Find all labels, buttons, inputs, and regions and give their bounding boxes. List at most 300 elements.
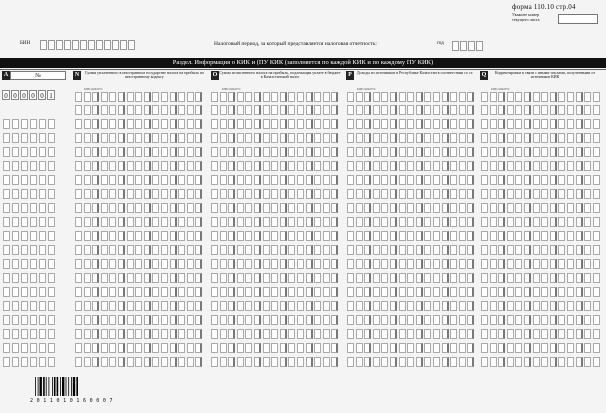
entry-cell[interactable] (347, 217, 354, 227)
entry-cell[interactable] (373, 343, 380, 353)
entry-cell[interactable] (280, 105, 287, 115)
entry-cell[interactable] (347, 259, 354, 269)
entry-cell[interactable] (323, 329, 330, 339)
entry-cell[interactable] (135, 315, 142, 325)
entry-cell[interactable] (127, 175, 134, 185)
entry-cell[interactable] (576, 133, 583, 143)
entry-cell[interactable] (323, 189, 330, 199)
entry-cell[interactable] (237, 119, 244, 129)
entry-cell[interactable] (161, 259, 168, 269)
entry-cell[interactable] (263, 301, 270, 311)
entry-cell[interactable] (507, 92, 514, 102)
entry-cell[interactable] (381, 175, 388, 185)
entry-cell[interactable] (567, 161, 574, 171)
entry-cell[interactable] (576, 357, 583, 367)
entry-cell[interactable] (280, 175, 287, 185)
entry-cell[interactable] (524, 189, 531, 199)
entry-cell[interactable] (263, 315, 270, 325)
entry-cell[interactable] (144, 217, 151, 227)
entry-cell[interactable] (211, 119, 218, 129)
entry-cell[interactable] (558, 133, 565, 143)
entry-cell[interactable] (306, 343, 313, 353)
entry-cell[interactable] (373, 287, 380, 297)
entry-cell[interactable] (263, 273, 270, 283)
entry-cell[interactable] (109, 273, 116, 283)
entry-cell[interactable] (541, 105, 548, 115)
entry-cell[interactable] (347, 329, 354, 339)
entry-cell[interactable] (228, 287, 235, 297)
entry-cell[interactable] (245, 343, 252, 353)
entry-cell[interactable] (237, 259, 244, 269)
entry-cell[interactable] (263, 161, 270, 171)
entry-cell[interactable] (399, 92, 406, 102)
entry-cell[interactable] (254, 217, 261, 227)
entry-cell[interactable] (507, 273, 514, 283)
entry-cell[interactable] (118, 357, 125, 367)
entry-cell[interactable] (356, 119, 363, 129)
entry-cell[interactable] (567, 231, 574, 241)
entry-cell[interactable] (127, 301, 134, 311)
entry-cell[interactable] (550, 203, 557, 213)
entry-cell[interactable] (541, 203, 548, 213)
entry-cell[interactable] (364, 301, 371, 311)
entry-cell[interactable] (390, 357, 397, 367)
entry-cell[interactable] (101, 119, 108, 129)
entry-cell[interactable] (524, 329, 531, 339)
entry-cell[interactable] (3, 231, 10, 241)
entry-cell[interactable] (280, 92, 287, 102)
entry-cell[interactable] (144, 315, 151, 325)
entry-cell[interactable] (576, 287, 583, 297)
entry-cell[interactable] (364, 203, 371, 213)
entry-cell[interactable] (459, 357, 466, 367)
entry-cell[interactable] (280, 161, 287, 171)
entry-cell[interactable] (211, 245, 218, 255)
entry-cell[interactable] (84, 175, 91, 185)
entry-cell[interactable] (407, 217, 414, 227)
entry-cell[interactable] (195, 273, 202, 283)
entry-cell[interactable] (135, 175, 142, 185)
entry-cell[interactable] (263, 147, 270, 157)
entry-cell[interactable] (92, 329, 99, 339)
entry-cell[interactable] (515, 119, 522, 129)
entry-cell[interactable] (433, 329, 440, 339)
entry-cell[interactable] (558, 119, 565, 129)
entry-cell[interactable] (170, 161, 177, 171)
entry-cell[interactable] (92, 343, 99, 353)
entry-cell[interactable] (75, 189, 82, 199)
entry-cell[interactable] (48, 329, 55, 339)
entry-cell[interactable] (347, 203, 354, 213)
entry-cell[interactable] (109, 133, 116, 143)
entry-cell[interactable] (541, 357, 548, 367)
entry-cell[interactable] (356, 161, 363, 171)
entry-cell[interactable] (481, 357, 488, 367)
entry-cell[interactable] (593, 189, 600, 199)
entry-cell[interactable] (515, 357, 522, 367)
entry-cell[interactable] (381, 105, 388, 115)
entry-cell[interactable] (170, 343, 177, 353)
entry-cell[interactable] (433, 189, 440, 199)
entry-cell[interactable] (373, 147, 380, 157)
entry-cell[interactable] (533, 329, 540, 339)
entry-cell[interactable] (323, 119, 330, 129)
entry-cell[interactable] (390, 133, 397, 143)
entry-cell[interactable] (490, 329, 497, 339)
entry-cell[interactable] (101, 189, 108, 199)
entry-cell[interactable] (356, 287, 363, 297)
entry-cell[interactable] (297, 92, 304, 102)
entry-cell[interactable] (467, 217, 474, 227)
entry-cell[interactable] (467, 315, 474, 325)
entry-cell[interactable] (331, 287, 338, 297)
entry-cell[interactable] (144, 203, 151, 213)
entry-cell[interactable] (584, 147, 591, 157)
entry-cell[interactable] (178, 231, 185, 241)
entry-cell[interactable] (178, 189, 185, 199)
entry-cell[interactable] (364, 161, 371, 171)
entry-cell[interactable] (75, 259, 82, 269)
entry-cell[interactable] (306, 259, 313, 269)
entry-cell[interactable] (399, 231, 406, 241)
entry-cell[interactable] (178, 147, 185, 157)
entry-cell[interactable] (297, 105, 304, 115)
entry-cell[interactable] (92, 189, 99, 199)
entry-cell[interactable] (48, 231, 55, 241)
entry-cell[interactable] (390, 259, 397, 269)
entry-cell[interactable] (407, 175, 414, 185)
entry-cell[interactable] (558, 343, 565, 353)
entry-cell[interactable] (567, 203, 574, 213)
entry-cell[interactable] (306, 357, 313, 367)
entry-cell[interactable] (187, 273, 194, 283)
entry-cell[interactable] (459, 92, 466, 102)
entry-cell[interactable] (118, 301, 125, 311)
entry-cell[interactable] (347, 133, 354, 143)
entry-cell[interactable] (584, 301, 591, 311)
entry-cell[interactable] (187, 343, 194, 353)
entry-cell[interactable] (490, 147, 497, 157)
entry-cell[interactable] (280, 357, 287, 367)
entry-cell[interactable] (306, 315, 313, 325)
entry-cell[interactable] (109, 357, 116, 367)
entry-cell[interactable] (220, 92, 227, 102)
entry-cell[interactable] (101, 203, 108, 213)
entry-cell[interactable] (75, 217, 82, 227)
entry-cell[interactable] (178, 217, 185, 227)
entry-cell[interactable] (424, 175, 431, 185)
entry-cell[interactable] (593, 301, 600, 311)
entry-cell[interactable] (152, 357, 159, 367)
entry-cell[interactable] (433, 147, 440, 157)
entry-cell[interactable] (30, 329, 37, 339)
entry-cell[interactable] (195, 217, 202, 227)
entry-cell[interactable] (481, 133, 488, 143)
entry-cell[interactable] (187, 217, 194, 227)
entry-cell[interactable] (481, 287, 488, 297)
entry-cell[interactable] (254, 273, 261, 283)
entry-cell[interactable] (541, 133, 548, 143)
entry-cell[interactable] (364, 105, 371, 115)
entry-cell[interactable] (347, 343, 354, 353)
entry-cell[interactable] (558, 92, 565, 102)
entry-cell[interactable] (481, 343, 488, 353)
entry-cell[interactable] (170, 357, 177, 367)
entry-cell[interactable] (381, 92, 388, 102)
entry-cell[interactable] (195, 92, 202, 102)
entry-cell[interactable] (109, 119, 116, 129)
entry-cell[interactable] (161, 287, 168, 297)
entry-cell[interactable] (220, 329, 227, 339)
entry-cell[interactable] (30, 133, 37, 143)
entry-cell[interactable] (245, 161, 252, 171)
entry-cell[interactable] (498, 315, 505, 325)
entry-cell[interactable] (356, 301, 363, 311)
entry-cell[interactable] (507, 315, 514, 325)
entry-cell[interactable] (92, 147, 99, 157)
entry-cell[interactable] (178, 301, 185, 311)
entry-cell[interactable] (211, 343, 218, 353)
entry-cell[interactable] (515, 92, 522, 102)
entry-cell[interactable] (459, 315, 466, 325)
entry-cell[interactable] (245, 119, 252, 129)
entry-cell[interactable] (12, 231, 19, 241)
entry-cell[interactable] (306, 147, 313, 157)
entry-cell[interactable] (228, 259, 235, 269)
entry-cell[interactable] (407, 231, 414, 241)
entry-cell[interactable] (220, 343, 227, 353)
entry-cell[interactable] (152, 161, 159, 171)
entry-cell[interactable] (490, 357, 497, 367)
entry-cell[interactable] (288, 161, 295, 171)
entry-cell[interactable] (288, 147, 295, 157)
entry-cell[interactable] (288, 119, 295, 129)
entry-cell[interactable] (442, 343, 449, 353)
entry-cell[interactable] (467, 175, 474, 185)
entry-cell[interactable] (109, 231, 116, 241)
entry-cell[interactable] (144, 287, 151, 297)
entry-cell[interactable] (347, 301, 354, 311)
entry-cell[interactable] (467, 259, 474, 269)
entry-cell[interactable] (314, 105, 321, 115)
entry-cell[interactable] (48, 175, 55, 185)
entry-cell[interactable] (237, 287, 244, 297)
entry-cell[interactable] (424, 259, 431, 269)
entry-cell[interactable] (21, 175, 28, 185)
entry-cell[interactable] (170, 92, 177, 102)
entry-cell[interactable] (21, 343, 28, 353)
entry-cell[interactable] (364, 343, 371, 353)
entry-cell[interactable] (416, 119, 423, 129)
entry-cell[interactable] (152, 273, 159, 283)
entry-cell[interactable] (314, 357, 321, 367)
entry-cell[interactable] (12, 301, 19, 311)
entry-cell[interactable] (187, 105, 194, 115)
entry-cell[interactable] (584, 315, 591, 325)
entry-cell[interactable] (364, 259, 371, 269)
entry-cell[interactable] (459, 273, 466, 283)
entry-cell[interactable] (356, 189, 363, 199)
entry-cell[interactable] (92, 301, 99, 311)
entry-cell[interactable] (364, 357, 371, 367)
entry-cell[interactable] (416, 217, 423, 227)
entry-cell[interactable] (490, 189, 497, 199)
entry-cell[interactable] (558, 259, 565, 269)
entry-cell[interactable] (152, 287, 159, 297)
entry-cell[interactable] (576, 119, 583, 129)
entry-cell[interactable] (390, 92, 397, 102)
entry-cell[interactable] (297, 189, 304, 199)
entry-cell[interactable] (533, 175, 540, 185)
entry-cell[interactable] (356, 133, 363, 143)
entry-cell[interactable] (533, 217, 540, 227)
entry-cell[interactable] (109, 259, 116, 269)
entry-cell[interactable] (237, 329, 244, 339)
entry-cell[interactable] (12, 189, 19, 199)
entry-cell[interactable] (390, 147, 397, 157)
entry-cell[interactable] (424, 217, 431, 227)
entry-cell[interactable] (381, 133, 388, 143)
entry-cell[interactable] (228, 105, 235, 115)
entry-cell[interactable] (314, 161, 321, 171)
entry-cell[interactable] (498, 287, 505, 297)
entry-cell[interactable] (48, 343, 55, 353)
entry-cell[interactable] (373, 259, 380, 269)
entry-cell[interactable] (416, 92, 423, 102)
entry-cell[interactable] (297, 259, 304, 269)
entry-cell[interactable] (237, 343, 244, 353)
entry-cell[interactable] (424, 357, 431, 367)
entry-cell[interactable] (271, 259, 278, 269)
entry-cell[interactable] (127, 287, 134, 297)
entry-cell[interactable] (92, 315, 99, 325)
entry-cell[interactable] (323, 175, 330, 185)
entry-cell[interactable] (101, 357, 108, 367)
entry-cell[interactable] (118, 287, 125, 297)
entry-cell[interactable] (161, 231, 168, 241)
entry-cell[interactable] (48, 189, 55, 199)
entry-cell[interactable] (558, 147, 565, 157)
entry-cell[interactable] (152, 133, 159, 143)
entry-cell[interactable] (567, 301, 574, 311)
entry-cell[interactable] (481, 259, 488, 269)
entry-cell[interactable] (135, 119, 142, 129)
entry-cell[interactable] (101, 147, 108, 157)
entry-cell[interactable] (39, 203, 46, 213)
entry-cell[interactable] (161, 329, 168, 339)
entry-cell[interactable] (533, 259, 540, 269)
entry-cell[interactable] (228, 343, 235, 353)
entry-cell[interactable] (135, 203, 142, 213)
entry-cell[interactable] (187, 259, 194, 269)
entry-cell[interactable] (407, 133, 414, 143)
entry-cell[interactable] (21, 133, 28, 143)
entry-cell[interactable] (263, 203, 270, 213)
entry-cell[interactable] (170, 119, 177, 129)
entry-cell[interactable] (39, 175, 46, 185)
entry-cell[interactable] (498, 273, 505, 283)
entry-cell[interactable] (118, 105, 125, 115)
entry-cell[interactable] (263, 357, 270, 367)
entry-cell[interactable] (323, 105, 330, 115)
entry-cell[interactable] (584, 231, 591, 241)
entry-cell[interactable] (356, 217, 363, 227)
entry-cell[interactable] (433, 105, 440, 115)
entry-cell[interactable] (280, 147, 287, 157)
entry-cell[interactable] (39, 357, 46, 367)
entry-cell[interactable] (288, 343, 295, 353)
entry-cell[interactable] (416, 343, 423, 353)
entry-cell[interactable] (442, 259, 449, 269)
entry-cell[interactable] (442, 161, 449, 171)
entry-cell[interactable] (331, 259, 338, 269)
entry-cell[interactable] (3, 189, 10, 199)
entry-cell[interactable] (288, 329, 295, 339)
entry-cell[interactable] (450, 273, 457, 283)
entry-cell[interactable] (481, 203, 488, 213)
entry-cell[interactable] (584, 245, 591, 255)
entry-cell[interactable] (467, 287, 474, 297)
entry-cell[interactable] (515, 147, 522, 157)
entry-cell[interactable] (558, 329, 565, 339)
entry-cell[interactable] (3, 175, 10, 185)
entry-cell[interactable] (347, 161, 354, 171)
entry-cell[interactable] (433, 245, 440, 255)
entry-cell[interactable] (314, 273, 321, 283)
entry-cell[interactable] (48, 245, 55, 255)
entry-cell[interactable] (245, 175, 252, 185)
entry-cell[interactable] (558, 287, 565, 297)
entry-cell[interactable] (3, 217, 10, 227)
entry-cell[interactable] (109, 329, 116, 339)
entry-cell[interactable] (373, 119, 380, 129)
entry-cell[interactable] (390, 105, 397, 115)
entry-cell[interactable] (245, 329, 252, 339)
entry-cell[interactable] (347, 119, 354, 129)
entry-cell[interactable] (297, 329, 304, 339)
entry-cell[interactable] (381, 273, 388, 283)
entry-cell[interactable] (593, 203, 600, 213)
entry-cell[interactable] (442, 245, 449, 255)
entry-cell[interactable] (118, 245, 125, 255)
entry-cell[interactable] (433, 231, 440, 241)
entry-cell[interactable] (144, 133, 151, 143)
entry-cell[interactable] (263, 92, 270, 102)
entry-cell[interactable] (306, 231, 313, 241)
entry-cell[interactable] (254, 357, 261, 367)
entry-cell[interactable] (3, 133, 10, 143)
entry-cell[interactable] (21, 161, 28, 171)
entry-cell[interactable] (3, 245, 10, 255)
entry-cell[interactable] (416, 329, 423, 339)
entry-cell[interactable] (356, 329, 363, 339)
entry-cell[interactable] (567, 287, 574, 297)
entry-cell[interactable] (550, 161, 557, 171)
entry-cell[interactable] (152, 217, 159, 227)
entry-cell[interactable] (450, 287, 457, 297)
entry-cell[interactable] (12, 175, 19, 185)
entry-cell[interactable] (254, 259, 261, 269)
entry-cell[interactable] (347, 105, 354, 115)
entry-cell[interactable] (507, 301, 514, 311)
entry-cell[interactable] (424, 315, 431, 325)
entry-cell[interactable] (459, 343, 466, 353)
entry-cell[interactable] (118, 259, 125, 269)
entry-cell[interactable] (459, 329, 466, 339)
entry-cell[interactable] (170, 245, 177, 255)
entry-cell[interactable] (170, 133, 177, 143)
entry-cell[interactable] (195, 147, 202, 157)
